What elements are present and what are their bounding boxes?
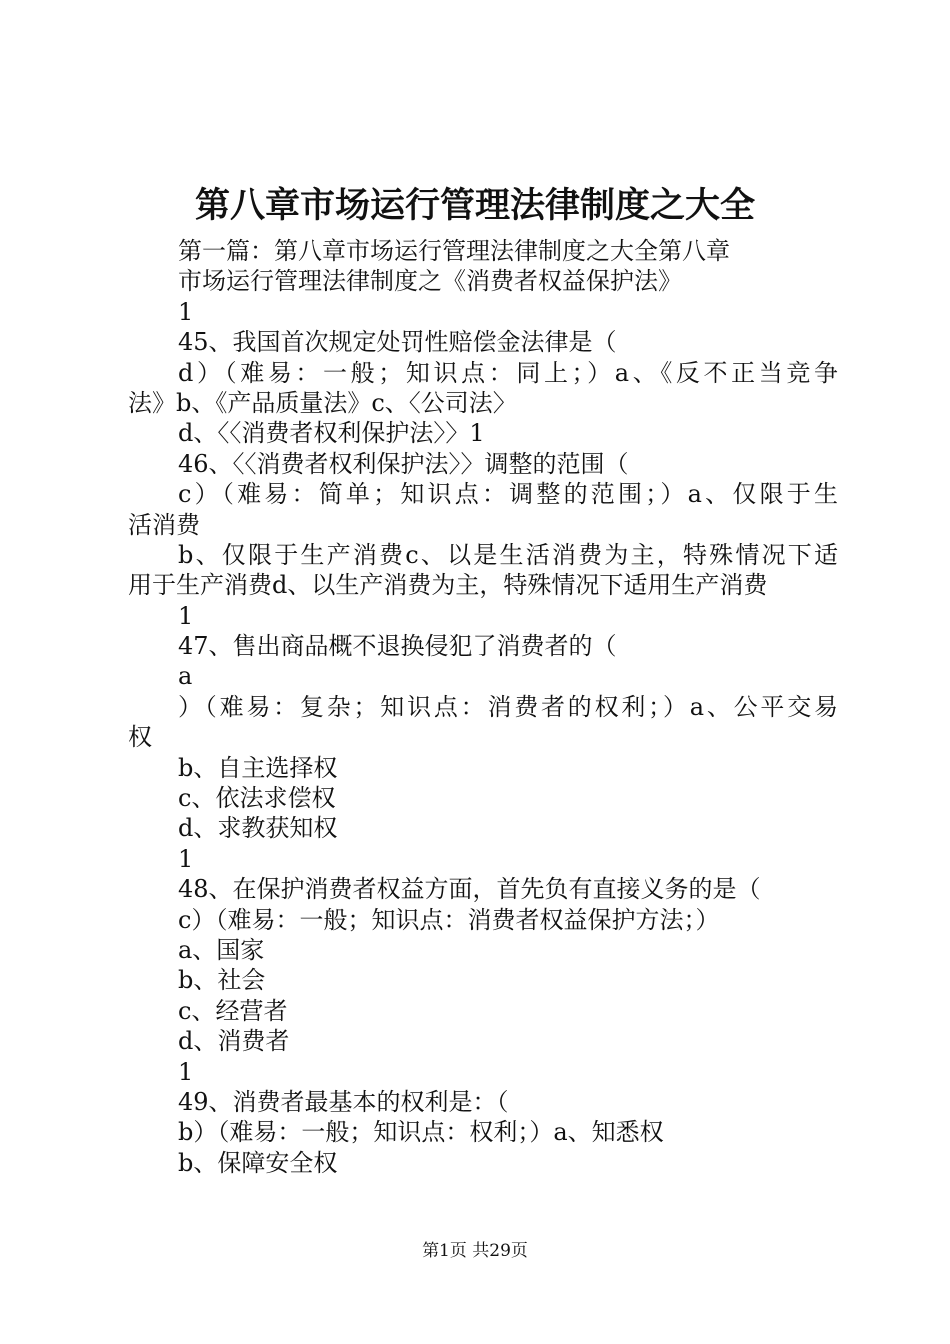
text-line: c）（难易：简单；知识点：调整的范围；）a、仅限于生 [178,480,838,509]
text-line: 用于生产消费d、以生产消费为主，特殊情况下适用生产消费 [128,571,768,600]
text-line: 45、我国首次规定处罚性赔偿金法律是（ [178,328,617,357]
text-line: 第一篇：第八章市场运行管理法律制度之大全第八章 [178,237,730,265]
text-line: c）（难易：一般；知识点：消费者权益保护方法；） [178,905,720,934]
text-line: b、社会 [178,966,266,995]
text-line: 47、售出商品概不退换侵犯了消费者的（ [178,632,617,661]
text-line: 1 [178,297,194,326]
text-line: b、自主选择权 [178,753,338,782]
text-line: d、消费者 [178,1027,290,1056]
text-line: c、依法求偿权 [178,784,336,813]
text-line: 1 [178,844,194,873]
document-body [128,236,838,1178]
text-line: a、国家 [178,935,265,964]
text-line: ）（难易：复杂；知识点：消费者的权利；）a、公平交易 [178,692,838,721]
text-line: 1 [178,1057,194,1086]
text-line: 活消费 [128,510,200,539]
text-line: 46、〈〈消费者权利保护法〉〉调整的范围（ [178,449,629,478]
document-title: 第八章市场运行管理法律制度之大全 [194,186,755,226]
text-line: b、保障安全权 [178,1148,338,1177]
text-line: d）（难易：一般；知识点：同上；）a、《反不正当竞争 [178,358,838,387]
page-number-footer: 第1页 共29页 [422,1241,528,1261]
text-line: a [178,662,193,691]
text-line: b）（难易：一般；知识点：权利；）a、知悉权 [178,1118,664,1147]
text-line: 法》b、《产品质量法》c、〈公司法〉 [128,388,517,417]
text-line: d、求教获知权 [178,814,338,843]
text-line: 49、消费者最基本的权利是：（ [178,1087,509,1116]
text-line: c、经营者 [178,996,288,1025]
text-line: b、仅限于生产消费c、以是生活消费为主，特殊情况下适 [178,540,838,569]
text-line: 市场运行管理法律制度之《消费者权益保护法》 [178,267,682,296]
text-line: d、〈〈消费者权利保护法〉〉1 [178,419,485,448]
text-line: 1 [178,601,194,630]
text-line: 48、在保护消费者权益方面，首先负有直接义务的是（ [178,875,761,904]
text-line: 权 [128,723,152,752]
